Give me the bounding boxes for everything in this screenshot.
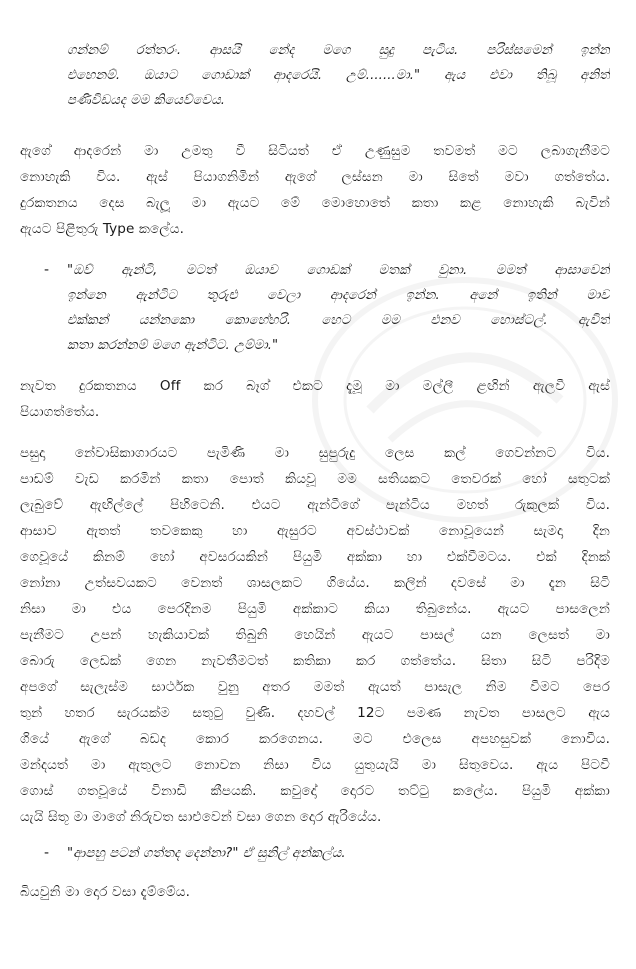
text-line: තුන් හතර සැරයක්ම සතුටු වුණි. දහවල් 12ට පමණ නැවත පාසලට ඇය xyxy=(20,705,610,721)
text-line: නොහැකි විය. ඇස් පියාගනිමින් ඇගේ ලස්සන මා සිතේ මවා ගත්තේය. xyxy=(20,169,610,185)
text-line: නැවත දුරකතනය Off කර බෑග් එකට දැමූ මා මල්ලී ළඟින් ඇලවී ඇස් xyxy=(20,378,610,394)
text-line: පණිවිඩයද මම කියෙව්වෙය. xyxy=(67,93,226,108)
text-line: දුරකතනය දෙස බැලූ මා ඇයට මේ මොහොතේ කතා කළ නොහැකි බැවින් xyxy=(20,195,610,211)
text-line: ඉන්නෙ ඇන්ටිට තුරුළු වෙලා ආදරෙන් ඉන්න. අනේ ඉතින් මාව xyxy=(67,288,610,303)
text-line: ගියේ ඇගේ බඩද කොර කරගෙනය. මට එලෙස අපහසුවක් නොවීය. xyxy=(20,731,610,747)
text-line: ගන්නම් රත්තරං. ආසයි නේද මගෙ සුදු පැටිය. පරිස්සමෙන් ඉන්න xyxy=(67,43,610,58)
paragraph-quote xyxy=(67,841,610,866)
text-line: ලැබුවේ ඇඟිල්ලේ පිහිටෙනි. එයට ඇන්ටීගේ පැන්ටිය මහත් රුකුලක් විය. xyxy=(20,497,610,513)
text-line: පැනීමට උපන් හැකියාවක් තිබුනි හෙයින් ඇයට පාසල් යන ලෙසත් මා xyxy=(20,627,610,643)
paragraph-body xyxy=(20,879,610,905)
text-line: ගෙවූයේ කිනම් හෝ අවසරයකින් පියුමි අක්කා හා එක්වීමටය. එක් දිනක් xyxy=(20,549,610,565)
paragraph-body xyxy=(20,138,610,242)
text-line: ආසාව ඇතත් තවකෙකු හා ඇසුරට අවස්ථාවක් නොවූයෙන් සැමදා දින xyxy=(20,523,610,539)
text-line: පසුදා නේවාසිකාගාරයට පැමිණි මා සුපුරුදු ලෙස කල් ගෙවන්නට විය. xyxy=(20,445,610,461)
paragraph-quote xyxy=(67,258,610,358)
text-line: මන්දයත් මා ඇතුලට නොවන නිසා විය යුතුයැයි මා සිතුවෙය. ඇය පිටවී xyxy=(20,757,610,773)
text-line: නිසා මා එය පෙරදිනම පියුමි අක්කාට කියා තිබුනේය. ඇයට පාසලෙන් xyxy=(20,601,610,617)
text-line: ගොස් ගතවූයේ විනාඩි කීපයකි. කවුදෝ දොරට තට්ටු කලේය. පියුමි අක්කා xyxy=(20,783,610,799)
text-line: "ඔව් ඇන්ටි, මටත් ඔයාව ගොඩක් මතක් වුනා. මමත් ආසාවෙන් xyxy=(67,263,610,278)
text-line: පාඩම් වැඩ කරමින් කතා පොත් කියවූ මම සතියකට තෙවරක් හෝ සතුටක් xyxy=(20,471,610,487)
text-line: අපගේ සැලැස්ම සාර්ථක වුනු අතර මමත් ඇයත් පාසැල නිම වීමට පෙර xyxy=(20,679,610,695)
text-line: පියාගත්තේය. xyxy=(20,404,100,420)
text-line: බොරු ලෙඩක් ගෙන නැවතීමටත් කතිකා කර ගත්තේය. සිතා සිටි පරිදිම xyxy=(20,653,610,669)
text-line: කතා කරන්නම් මගෙ ඇන්ටිට. උම්මා." xyxy=(67,338,279,353)
text-line: "ආපහු පටන් ගත්තද දෙන්නා?" ඒ සුනිල් අන්කල්ය. xyxy=(67,846,346,861)
text-line: ඇයට පිළිතුරු Type කලේය. xyxy=(20,221,185,237)
list-dash: - xyxy=(44,262,50,278)
paragraph-quote-continuation xyxy=(67,38,610,113)
text-line: ඇගේ ආදරෙන් මා උමතු වී සිටියත් ඒ උණුසුම තවමත් මට ලබාගැනීමට xyxy=(20,143,610,159)
text-line: බියවුනි මා දොර වසා දැම්මේය. xyxy=(20,884,191,900)
text-line: එක්කන් යන්නකො කොහේහරි. හෙට මම එනව හොස්ටල්. ඇවිත් xyxy=(67,313,610,328)
text-line: එහෙනම්. ඔයාට ගොඩාක් ආදරෙයි. උම්.......මා." ඇය එවා තිබූ අනිත් xyxy=(67,68,610,83)
text-line: නෝනා උත්සවයකට වෙනත් ශාසලකට ගියේය. කලින් දවසේ මා දැන සිටි xyxy=(20,575,610,591)
list-dash: - xyxy=(44,845,50,861)
paragraph-body xyxy=(20,440,610,830)
text-line: යැයි සිතූ මා මාගේ නිරුවත සාළුවෙන් වසා ගෙන දොර ඇරියේය. xyxy=(20,809,382,825)
paragraph-body xyxy=(20,373,610,425)
